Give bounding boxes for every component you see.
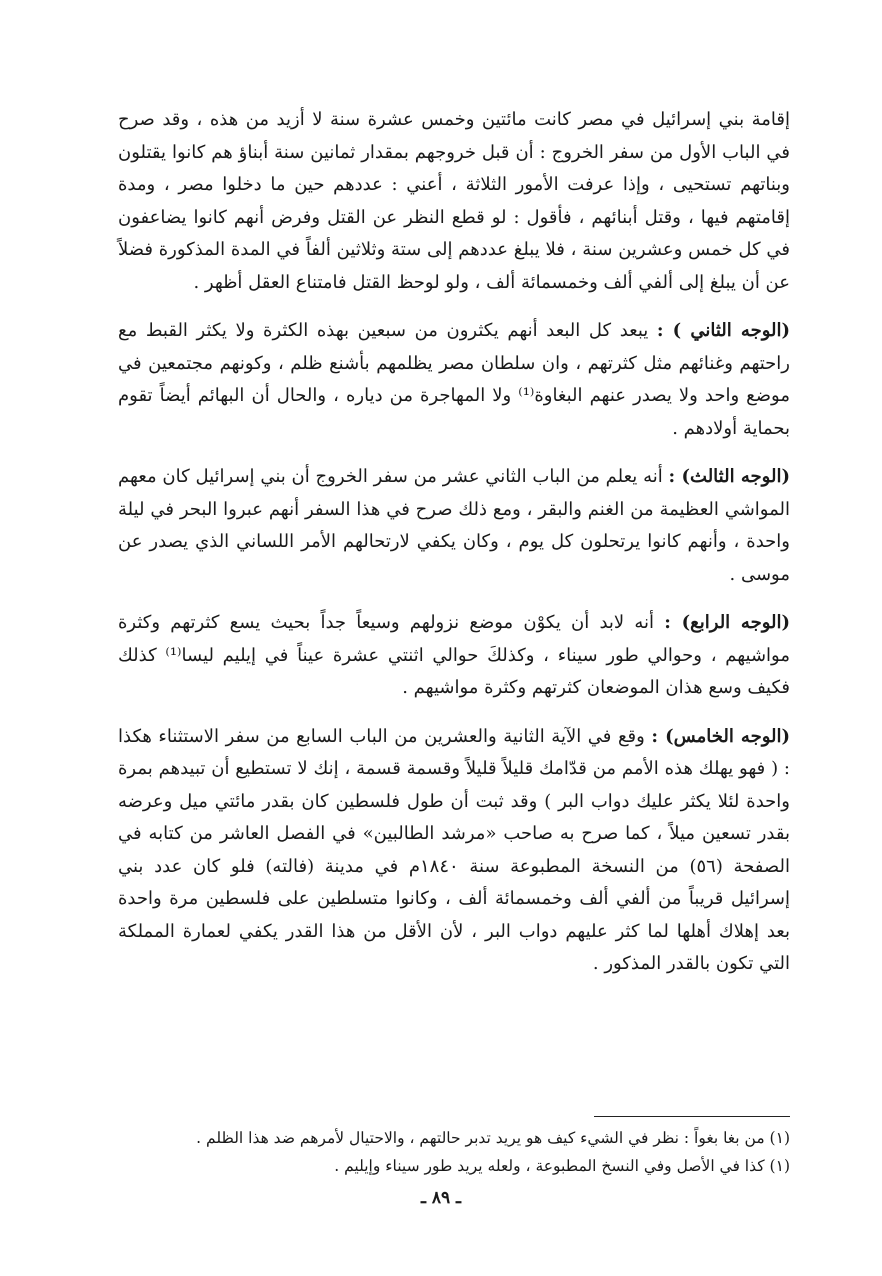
paragraph-heading: (الوجه الرابع) : xyxy=(664,612,790,633)
paragraph-text: أنه لابد أن يكوْن موضع نزولهم وسيعاً جداً بحيث يسع كثرتهم وكثرة مواشيهم ، وحوالي طور سيناء ، وكذلكَ حوالي اثنتي عشرة عيناً في إيليم ليسا⁽¹⁾ كذلك فكيف وسع هذان الموضعان كثرتهم وكثرة مواشيهم . xyxy=(118,612,790,698)
footnotes xyxy=(118,1124,790,1180)
paragraph-text: وقع في الآية الثانية والعشرين من الباب السابع من سفر الاستثناء هكذا : ( فهو يهلك هذه الأمم من قدّامك قليلاً قليلاً وقسمة قسمة ، إنك لا تستطيع أن تبيدهم بمرة واحدة لئلا يكثر عليك دواب البر ) وقد ثبت أن طول فلسطين كان بقدر مائتي ميل وعرضه بقدر تسعين ميلاً ، كما صرح به صاحب «مرشد الطالبين» في الفصل العاشر من كتابه في الصفحة (٥٦) من النسخة المطبوعة سنة ١٨٤٠م في مدينة (فالته) فلو كان عدد بني إسرائيل قريباً من ألفي ألف وخمسمائة ألف ، وكانوا متسلطين على فلسطين مرة واحدة بعد إهلاك أهلها لما كثر عليهم دواب البر ، لأن الأقل من هذا القدر يكفي لعمارة المملكة التي تكون بالقدر المذكور . xyxy=(118,725,790,974)
footnote-1: (١) من بغا بغواً : نظر في الشيء كيف هو يريد تدبر حالتهم ، والاحتيال لأمرهم ضد هذا الظلم . xyxy=(196,1129,790,1147)
page-number: ـ ٨٩ ـ xyxy=(420,1188,462,1208)
paragraph-2 xyxy=(118,315,790,445)
paragraph-3 xyxy=(118,461,790,591)
paragraph-heading: (الوجه الخامس) : xyxy=(651,725,791,747)
paragraph-text: إقامة بني إسرائيل في مصر كانت مائتين وخمس عشرة سنة لا أزيد من هذه ، وقد صرح في الباب الأول من سفر الخروج : أن قبل خروجهم بمقدار ثمانين سنة أبناؤ هم كانوا يقتلون وبناتهم تستحيى ، وإذا عرفت الأمور الثلاثة ، أعني : عددهم حين ما دخلوا مصر ، ومدة إقامتهم فيها ، وقتل أبنائهم ، فأقول : لو قطع النظر عن القتل وفرض أنهم كانوا يضاعفون في كل خمس وعشرين سنة ، فلا يبلغ عددهم إلى ستة وثلاثين ألفاً في المدة المذكورة فضلاً عن أن يبلغ إلى ألفي ألف وخمسمائة ألف ، ولو لوحظ القتل فامتناع العقل أظهر . xyxy=(118,109,790,293)
paragraph-5 xyxy=(118,721,790,981)
paragraph-text: يبعد كل البعد أنهم يكثرون من سبعين بهذه الكثرة ولا يكثر القبط مع راحتهم وغنائهم مثل كثرتهم ، وان سلطان مصر يظلمهم بأشنع ظلم ، وكونهم مجتمعين في موضع واحد ولا يصدر عنهم البغاوة⁽¹⁾ ولا المهاجرة من دياره ، والحال أن البهائم أيضاً تقوم بحماية أولادهم . xyxy=(118,320,790,439)
main-text xyxy=(118,104,790,997)
paragraph-heading: (الوجه الثاني ) : xyxy=(656,320,790,341)
paragraph-heading: (الوجه الثالث) : xyxy=(668,466,790,487)
paragraph-1 xyxy=(118,104,790,299)
footnote-2: (١) كذا في الأصل وفي النسخ المطبوعة ، ولعله يريد طور سيناء وإيليم . xyxy=(334,1157,790,1175)
footnote-divider xyxy=(594,1116,790,1117)
paragraph-text: أنه يعلم من الباب الثاني عشر من سفر الخروج أن بني إسرائيل كان معهم المواشي العظيمة من الغنم والبقر ، ومع ذلك صرح في هذا السفر أنهم عبروا البحر في ليلة واحدة ، وأنهم كانوا يرتحلون كل يوم ، وكان يكفي لارتحالهم الأمر اللساني الذي يصدر عن موسى . xyxy=(118,466,790,585)
paragraph-4 xyxy=(118,607,790,705)
